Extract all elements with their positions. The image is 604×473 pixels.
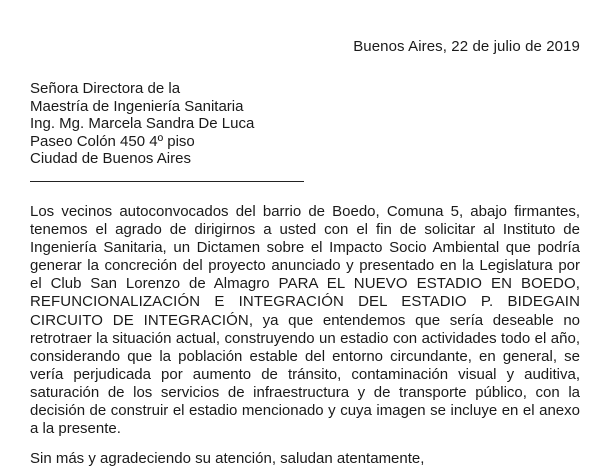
recipient-line: Ciudad de Buenos Aires: [30, 150, 191, 167]
body-intro: Los vecinos autoconvocados del barrio de Boedo, Comuna 5, abajo firmantes, tenemos el agrado de dirigirnos a usted con el fin de solicitar al Instituto de Ingeniería Sanitaria, un Dictamen sobre el Impacto Socio Ambiental que podría generar la concreción del proyecto anunciado y presentado en la Legislatura por el Club San Lorenzo de Almagro: [30, 203, 580, 293]
recipient-line: Paseo Colón 450 4º piso: [30, 132, 195, 150]
recipient-line: Maestría de Ingeniería Sanitaria: [30, 97, 244, 115]
letter-date: Buenos Aires, 22 de julio de 2019: [353, 38, 580, 55]
signature-rule: [30, 181, 304, 182]
recipient-line: Señora Directora de la: [30, 80, 181, 97]
letter-closing: Sin más y agradeciendo su atención, saludan atentamente,: [30, 450, 425, 467]
recipient-address: [30, 80, 254, 168]
recipient-line: Ing. Mg. Marcela Sandra De Luca: [30, 115, 255, 132]
body-project-title: PARA EL NUEVO ESTADIO EN BOEDO, REFUNCIONALIZACIÓN E INTEGRACIÓN DEL ESTADIO P. BIDEGAIN CIRCUITO DE INTEGRACIÓN: [30, 275, 580, 329]
body-rest: , ya que entendemos que sería deseable no retrotraer la situación actual, construyendo un estadio con actividades todo el año, considerando que la población estable del entorno circundante, en general, se vería perjudicada por aumento de tránsito, contaminación visual y auditiva, saturación de los servicios de infraestructura y de transporte público, con la decisión de construir el estadio mencionado y cuya imagen se incluye en el anexo a la presente.: [30, 311, 580, 438]
letter-body: [30, 203, 580, 438]
